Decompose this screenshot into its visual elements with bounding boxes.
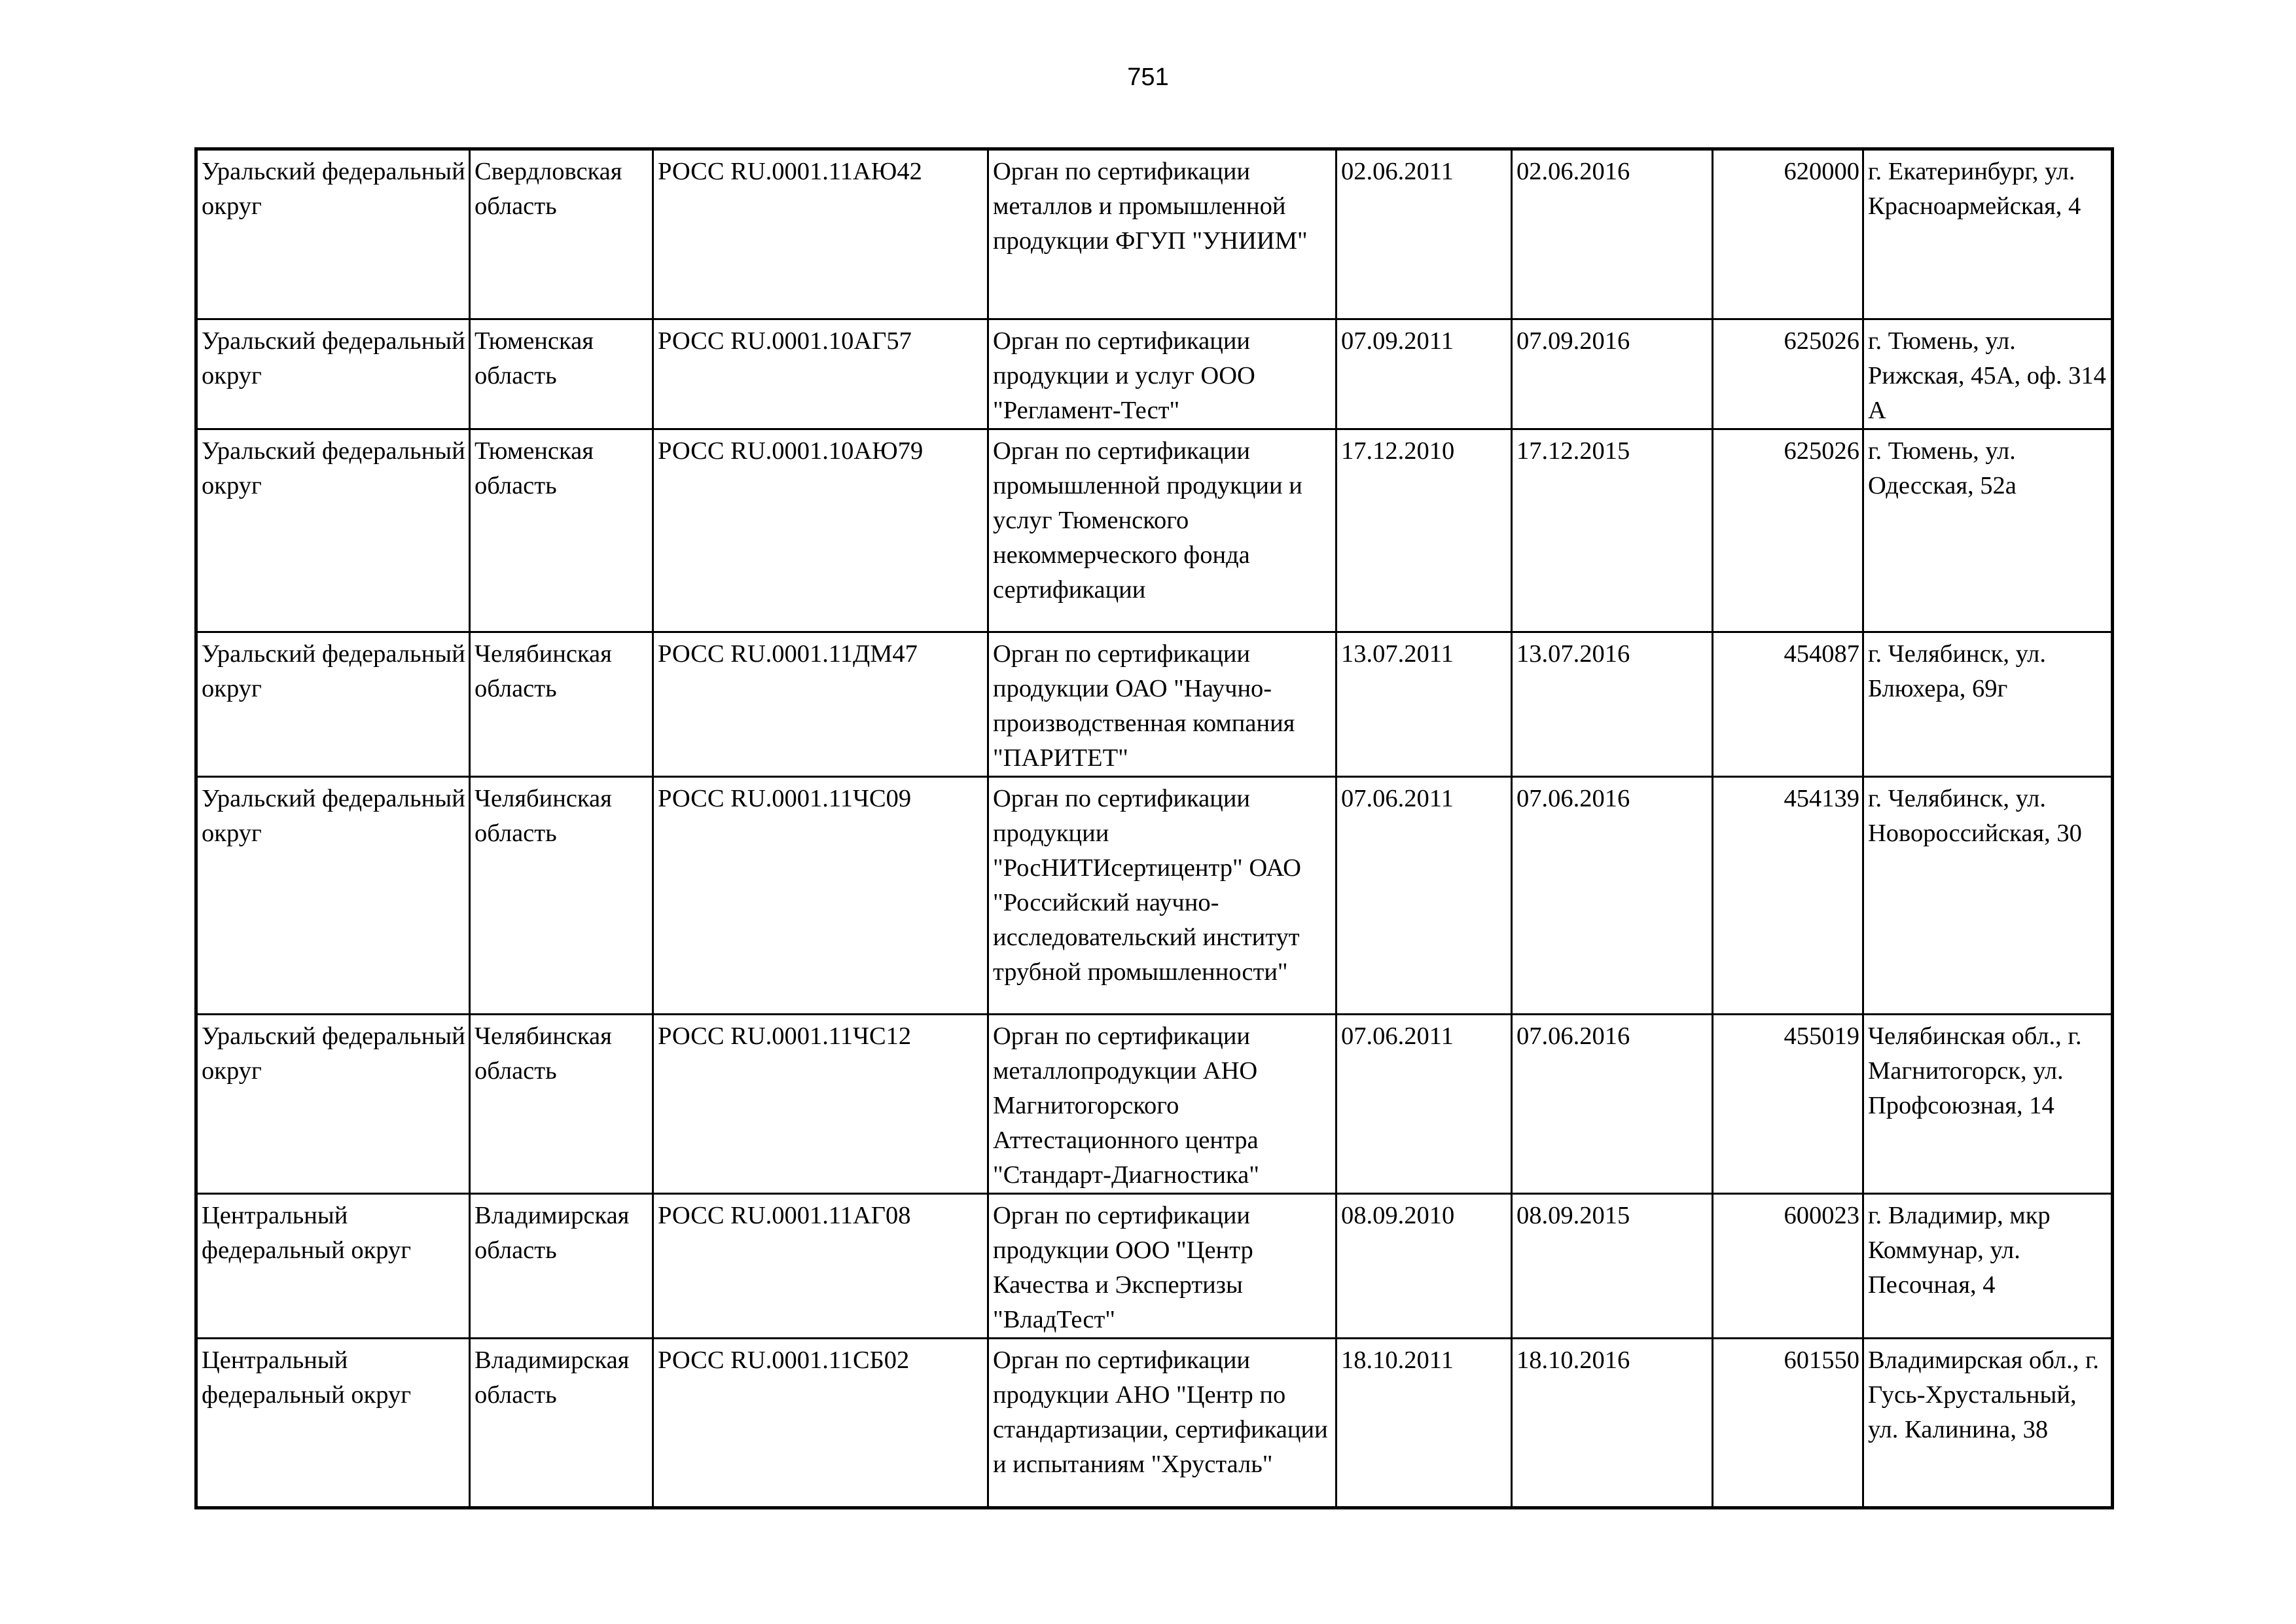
postal-code-cell-text: 455019 (1784, 1022, 1859, 1050)
date-from-cell-text: 07.09.2011 (1341, 327, 1454, 355)
table-row (196, 1194, 2113, 1339)
registration-number-cell (653, 1015, 988, 1194)
date-to-cell (1512, 1015, 1713, 1194)
address-cell-text: г. Тюмень, ул. Одесская, 52а (1868, 437, 2022, 499)
page-number: 751 (1127, 63, 1169, 91)
date-to-cell (1512, 429, 1713, 632)
region-cell (470, 1015, 653, 1194)
district-cell (196, 1339, 470, 1508)
registration-number-cell (653, 319, 988, 429)
date-to-cell (1512, 632, 1713, 777)
district-cell (196, 632, 470, 777)
registration-number-cell-text: РОСС RU.0001.10АЮ79 (658, 437, 924, 465)
district-cell (196, 429, 470, 632)
date-from-cell-text: 18.10.2011 (1341, 1346, 1454, 1374)
district-cell-text: Уральский федеральный округ (202, 640, 472, 702)
table-row (196, 319, 2113, 429)
table-row (196, 632, 2113, 777)
organization-cell-text: Орган по сертификации металлов и промышленной продукции ФГУП "УНИИМ" (993, 158, 1308, 255)
registration-number-cell-text: РОСС RU.0001.11ДМ47 (658, 640, 918, 668)
date-from-cell-text: 08.09.2010 (1341, 1202, 1455, 1229)
date-to-cell-text: 07.06.2016 (1516, 1022, 1630, 1050)
date-from-cell-text: 02.06.2011 (1341, 158, 1454, 185)
postal-code-cell (1713, 777, 1863, 1015)
date-from-cell (1336, 149, 1512, 319)
date-to-cell-text: 13.07.2016 (1516, 640, 1630, 668)
date-from-cell (1336, 1015, 1512, 1194)
organization-cell-text: Орган по сертификации продукции "РосНИТИсертицентр" ОАО "Российский научно-исследовательский институт трубной промышленности" (993, 785, 1308, 986)
postal-code-cell (1713, 1339, 1863, 1508)
date-to-cell (1512, 777, 1713, 1015)
date-to-cell-text: 02.06.2016 (1516, 158, 1630, 185)
postal-code-cell-text: 601550 (1784, 1346, 1859, 1374)
date-from-cell (1336, 777, 1512, 1015)
date-to-cell (1512, 319, 1713, 429)
organization-cell-text: Орган по сертификации продукции и услуг ООО "Регламент-Тест" (993, 327, 1262, 424)
address-cell (1863, 149, 2113, 319)
organization-cell (988, 1339, 1336, 1508)
address-cell (1863, 1015, 2113, 1194)
address-cell (1863, 319, 2113, 429)
region-cell-text: Тюменская область (475, 437, 600, 499)
organization-cell-text: Орган по сертификации промышленной продукции и услуг Тюменского некоммерческого фонда сертификации (993, 437, 1309, 604)
organization-cell (988, 1015, 1336, 1194)
organization-cell-text: Орган по сертификации металлопродукции АНО Магнитогорского Аттестационного центра "Стандарт-Диагностика" (993, 1022, 1265, 1189)
postal-code-cell-text: 625026 (1784, 327, 1859, 355)
registration-number-cell (653, 149, 988, 319)
address-cell (1863, 777, 2113, 1015)
organization-cell (988, 429, 1336, 632)
district-cell (196, 777, 470, 1015)
address-cell (1863, 1194, 2113, 1339)
region-cell-text: Свердловская область (475, 158, 629, 220)
registration-number-cell-text: РОСС RU.0001.11ЧС09 (658, 785, 912, 812)
date-to-cell-text: 17.12.2015 (1516, 437, 1630, 465)
date-to-cell (1512, 149, 1713, 319)
address-cell-text: г. Екатеринбург, ул. Красноармейская, 4 (1868, 158, 2082, 220)
date-from-cell (1336, 632, 1512, 777)
postal-code-cell (1713, 149, 1863, 319)
organization-cell (988, 777, 1336, 1015)
organization-cell (988, 1194, 1336, 1339)
region-cell-text: Владимирская область (475, 1346, 642, 1409)
postal-code-cell (1713, 1194, 1863, 1339)
postal-code-cell (1713, 1015, 1863, 1194)
organization-cell (988, 632, 1336, 777)
district-cell-text: Уральский федеральный округ (202, 327, 472, 389)
region-cell-text: Тюменская область (475, 327, 600, 389)
region-cell-text: Челябинская область (475, 785, 619, 847)
date-from-cell-text: 17.12.2010 (1341, 437, 1455, 465)
region-cell-text: Владимирская область (475, 1202, 642, 1264)
postal-code-cell-text: 620000 (1784, 158, 1859, 185)
district-cell (196, 149, 470, 319)
date-to-cell-text: 07.06.2016 (1516, 785, 1630, 812)
date-from-cell (1336, 319, 1512, 429)
organization-cell (988, 149, 1336, 319)
registration-number-cell-text: РОСС RU.0001.11АЮ42 (658, 158, 922, 185)
registration-number-cell (653, 1339, 988, 1508)
table-row (196, 1015, 2113, 1194)
address-cell-text: Владимирская обл., г. Гусь-Хрустальный, ул. Калинина, 38 (1868, 1346, 2106, 1443)
date-to-cell-text: 08.09.2015 (1516, 1202, 1630, 1229)
region-cell (470, 1339, 653, 1508)
date-from-cell (1336, 1194, 1512, 1339)
date-from-cell-text: 13.07.2011 (1341, 640, 1454, 668)
postal-code-cell (1713, 319, 1863, 429)
district-cell-text: Центральный федеральный округ (202, 1346, 412, 1409)
district-cell (196, 319, 470, 429)
postal-code-cell-text: 454139 (1784, 785, 1859, 812)
address-cell (1863, 1339, 2113, 1508)
region-cell (470, 319, 653, 429)
date-from-cell (1336, 1339, 1512, 1508)
region-cell-text: Челябинская область (475, 1022, 619, 1085)
registration-number-cell-text: РОСС RU.0001.11СБ02 (658, 1346, 910, 1374)
organization-cell-text: Орган по сертификации продукции ООО "Центр Качества и Экспертизы "ВладТест" (993, 1202, 1260, 1333)
date-to-cell (1512, 1339, 1713, 1508)
address-cell (1863, 429, 2113, 632)
date-from-cell-text: 07.06.2011 (1341, 1022, 1454, 1050)
address-cell (1863, 632, 2113, 777)
region-cell-text: Челябинская область (475, 640, 619, 702)
district-cell-text: Уральский федеральный округ (202, 1022, 472, 1085)
address-cell-text: г. Владимир, мкр Коммунар, ул. Песочная, 4 (1868, 1202, 2057, 1299)
date-from-cell (1336, 429, 1512, 632)
date-to-cell-text: 07.09.2016 (1516, 327, 1630, 355)
date-to-cell (1512, 1194, 1713, 1339)
region-cell (470, 1194, 653, 1339)
region-cell (470, 429, 653, 632)
date-to-cell-text: 18.10.2016 (1516, 1346, 1630, 1374)
postal-code-cell-text: 454087 (1784, 640, 1859, 668)
date-from-cell-text: 07.06.2011 (1341, 785, 1454, 812)
address-cell-text: г. Челябинск, ул. Блюхера, 69г (1868, 640, 2053, 702)
registration-number-cell-text: РОСС RU.0001.11ЧС12 (658, 1022, 912, 1050)
table-row (196, 777, 2113, 1015)
registration-number-cell (653, 632, 988, 777)
registration-number-cell (653, 777, 988, 1015)
region-cell (470, 777, 653, 1015)
table-row (196, 149, 2113, 319)
region-cell (470, 149, 653, 319)
organization-cell-text: Орган по сертификации продукции АНО "Центр по стандартизации, сертификации и испытаниям "Хрусталь" (993, 1346, 1335, 1478)
registration-number-cell-text: РОСС RU.0001.10АГ57 (658, 327, 912, 355)
region-cell (470, 632, 653, 777)
address-cell-text: г. Челябинск, ул. Новороссийская, 30 (1868, 785, 2082, 847)
registration-number-cell (653, 429, 988, 632)
district-cell-text: Уральский федеральный округ (202, 785, 472, 847)
organization-cell-text: Орган по сертификации продукции ОАО "Научно-производственная компания "ПАРИТЕТ" (993, 640, 1302, 772)
table-row (196, 429, 2113, 632)
registration-number-cell-text: РОСС RU.0001.11АГ08 (658, 1202, 911, 1229)
postal-code-cell (1713, 632, 1863, 777)
table-row (196, 1339, 2113, 1508)
district-cell-text: Уральский федеральный округ (202, 437, 472, 499)
postal-code-cell-text: 600023 (1784, 1202, 1859, 1229)
postal-code-cell (1713, 429, 1863, 632)
certification-bodies-table (194, 147, 2114, 1509)
address-cell-text: г. Тюмень, ул. Рижская, 45А, оф. 314 А (1868, 327, 2113, 424)
district-cell-text: Уральский федеральный округ (202, 158, 472, 220)
registration-number-cell (653, 1194, 988, 1339)
district-cell (196, 1015, 470, 1194)
postal-code-cell-text: 625026 (1784, 437, 1859, 465)
address-cell-text: Челябинская обл., г. Магнитогорск, ул. Профсоюзная, 14 (1868, 1022, 2089, 1119)
organization-cell (988, 319, 1336, 429)
table-body (196, 149, 2113, 1508)
district-cell (196, 1194, 470, 1339)
district-cell-text: Центральный федеральный округ (202, 1202, 412, 1264)
